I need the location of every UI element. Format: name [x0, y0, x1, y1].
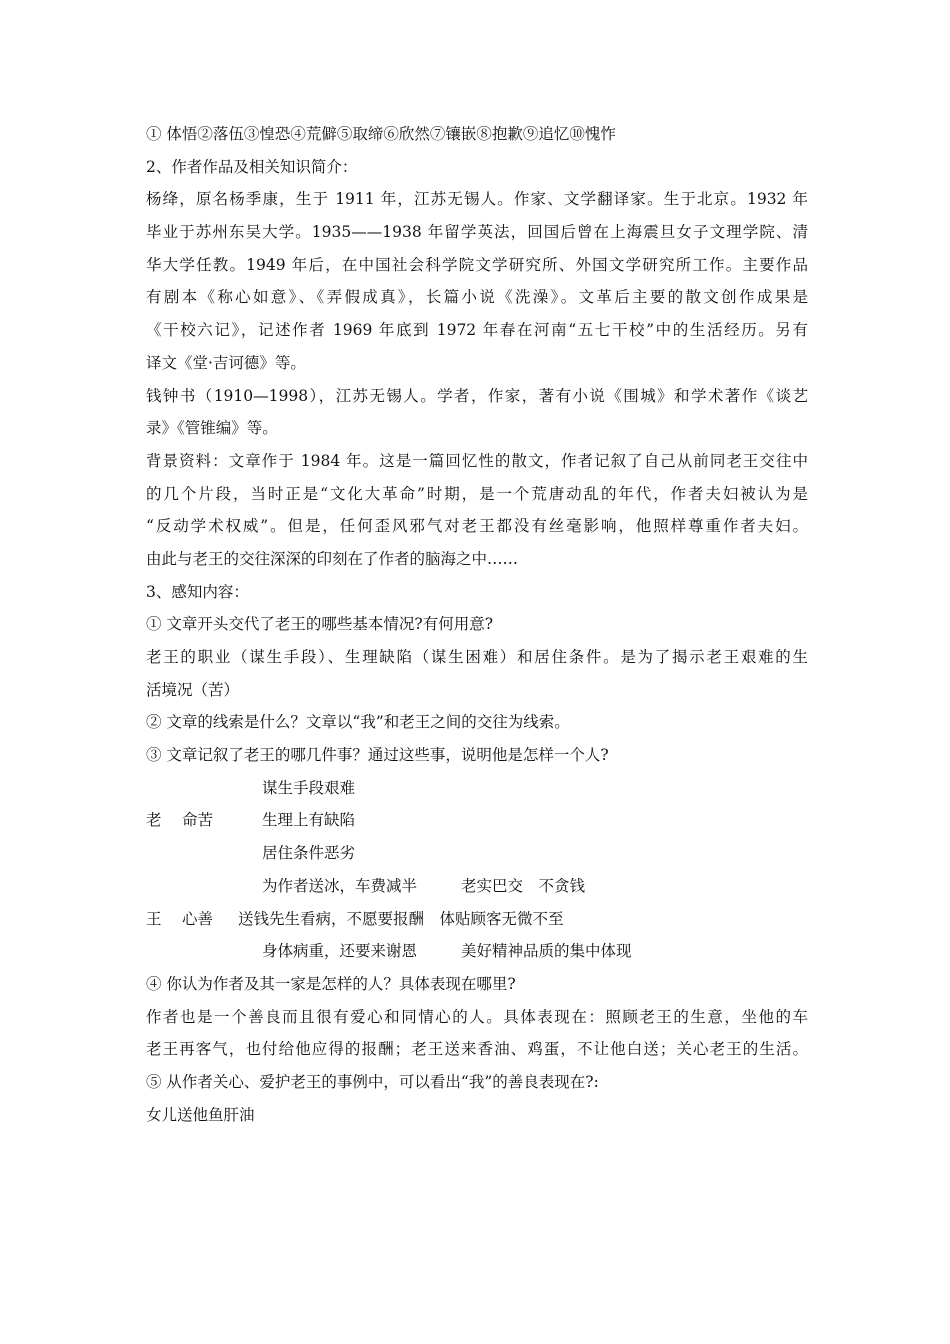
section-heading-2: 2、作者作品及相关知识简介：	[146, 157, 358, 176]
outline-ku-item: 居住条件恶劣	[262, 844, 356, 863]
outline-ku-item: 生理上有缺陷	[262, 811, 356, 830]
outline-shan-event: 为作者送冰，车费减半	[262, 876, 418, 895]
answer-4-line: 老王再客气，也付给他应得的报酬；老王送来香油、鸡蛋，不让他白送；关心老王的生活。	[146, 1040, 808, 1059]
outline-xin-shan: 心善	[182, 909, 214, 928]
outline-shan-event: 身体病重，还要来谢恩	[262, 942, 418, 961]
outline-char-lao: 老	[146, 811, 162, 830]
background-paragraph-line: 背景资料：文章作于 1984 年。这是一篇回忆性的散文，作者记叙了自己从前同老王交往中	[146, 451, 808, 470]
answer-5: 女儿送他鱼肝油	[146, 1105, 255, 1124]
background-paragraph-line: 的几个片段，当时正是“文化大革命”时期，是一个荒唐动乱的年代，作者夫妇被认为是	[146, 484, 808, 503]
outline-shan-trait: 美好精神品质的集中体现	[461, 942, 632, 961]
outline-ming-ku: 命苦	[182, 811, 214, 830]
section-heading-3: 3、感知内容：	[146, 582, 249, 601]
question-3: ③ 文章记叙了老王的哪几件事？通过这些事，说明他是怎样一个人?	[146, 746, 609, 765]
vocab-line: ① 体悟②落伍③惶恐④荒僻⑤取缔⑥欣然⑦镶嵌⑧抱歉⑨追忆⑩愧怍	[146, 125, 616, 143]
answer-4-line: 作者也是一个善良而且很有爱心和同情心的人。具体表现在：照顾老王的生意，坐他的车	[146, 1007, 808, 1026]
document-page	[146, 118, 808, 1131]
answer-1-last: 活境况（苦）	[146, 680, 240, 699]
yang-paragraph-last: 译文《堂·吉诃德》等。	[146, 353, 306, 372]
outline-shan-event: 送钱先生看病，不愿要报酬 体贴顾客无微不至	[238, 909, 564, 928]
outline-ku-item: 谋生手段艰难	[262, 778, 356, 797]
question-1: ① 文章开头交代了老王的哪些基本情况?有何用意?	[146, 615, 494, 634]
qian-paragraph-last: 录》《管锥编》等。	[146, 419, 278, 438]
question-5: ⑤ 从作者关心、爱护老王的事例中，可以看出“我”的善良表现在?:	[146, 1072, 599, 1091]
question-2: ② 文章的线索是什么？文章以“我”和老王之间的交往为线索。	[146, 713, 570, 732]
yang-paragraph-line: 有剧本《称心如意》、《弄假成真》，长篇小说《洗澡》。文革后主要的散文创作成果是	[146, 288, 808, 307]
background-paragraph-last: 由此与老王的交往深深的印刻在了作者的脑海之中……	[146, 549, 519, 568]
qian-paragraph-line: 钱钟书（1910—1998），江苏无锡人。学者，作家，著有小说《围城》和学术著作《谈艺	[146, 386, 808, 405]
outline-shan-row	[146, 903, 808, 936]
yang-paragraph-line: 《干校六记》，记述作者 1969 年底到 1972 年春在河南“五七干校”中的生活经历。另有	[146, 321, 808, 340]
yang-paragraph-line: 杨绛，原名杨季康，生于 1911 年，江苏无锡人。作家、文学翻译家。生于北京。1932 年	[146, 190, 808, 209]
background-paragraph-line: “反动学术权威”。但是，任何歪风邪气对老王都没有丝毫影响，他照样尊重作者夫妇。	[146, 517, 808, 536]
outline-shan-row	[146, 935, 808, 968]
yang-paragraph-line: 毕业于苏州东吴大学。1935——1938 年留学英法，回国后曾在上海震旦女子文理学院、清	[146, 223, 808, 242]
yang-paragraph-line: 华大学任教。1949 年后，在中国社会科学院文学研究所、外国文学研究所工作。主要作品	[146, 255, 808, 274]
outline-shan-trait: 老实巴交 不贪钱	[461, 876, 586, 895]
outline-shan-row	[146, 870, 808, 903]
outline-char-wang: 王	[146, 909, 162, 928]
question-4: ④ 你认为作者及其一家是怎样的人？具体表现在哪里?	[146, 974, 516, 993]
answer-1-line: 老王的职业（谋生手段）、生理缺陷（谋生困难）和居住条件。是为了揭示老王艰难的生	[146, 648, 808, 666]
outline-ku-row	[146, 804, 808, 837]
